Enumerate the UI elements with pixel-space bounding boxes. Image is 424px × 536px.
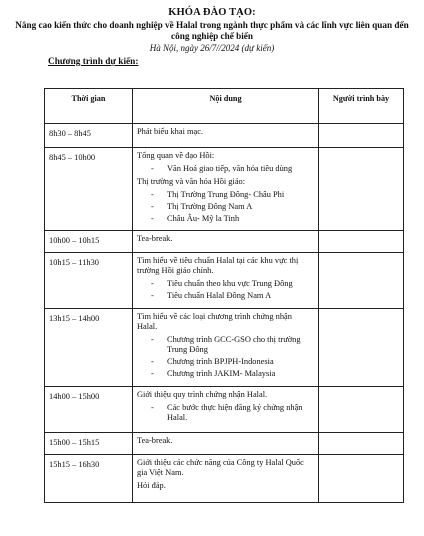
row-time: 10h15 – 11h30 (45, 253, 133, 309)
content-line: Tìm hiểu về tiêu chuẩn Halal tại các khu vực thị trường Hồi giáo chính. (137, 256, 299, 275)
bullet-item: - Chương trình GCC-GSO cho thị trường Trung Đông (137, 335, 314, 355)
date-line: Hà Nội, ngày 26/7//2024 (dự kiến) (149, 43, 275, 53)
bullet-item: - Châu Âu- Mỹ la Tinh (137, 214, 314, 224)
content-line: Tổng quan về đạo Hồi: (137, 151, 215, 160)
row-content (133, 433, 319, 455)
document-subtitle: Nâng cao kiến thức cho doanh nghiệp về Halal trong ngành thực phẩm và các lĩnh vực liên quan đến công nghiệp chế biến (15, 20, 409, 41)
row-content (133, 387, 319, 433)
table-row (45, 124, 404, 148)
table-row (45, 387, 404, 433)
row-time: 8h45 – 10h00 (45, 148, 133, 231)
row-presenter (319, 387, 404, 433)
row-time: 13h15 – 14h00 (45, 309, 133, 387)
table-row (45, 148, 404, 231)
bullet-item: - Chương trình JAKIM- Malaysia (137, 369, 314, 379)
table-row (45, 433, 404, 455)
row-time: 8h30 – 8h45 (45, 124, 133, 148)
table-header-row (45, 89, 404, 124)
content-line: Giới thiệu các chức năng của Công ty Halal Quốc gia Việt Nam. (137, 458, 304, 477)
bullet-item: - Thị Trường Đông Nam A (137, 202, 314, 212)
header-presenter: Người trình bày (319, 89, 404, 124)
row-time: 15h15 – 16h30 (45, 455, 133, 503)
table-row (45, 455, 404, 503)
bullet-item: - Thị Trường Trung Đông- Châu Phi (137, 190, 314, 200)
section-heading: Chương trình dự kiến: (48, 57, 139, 67)
header-content: Nội dung (133, 89, 319, 124)
content-line: Phát biểu khai mạc. (137, 127, 204, 136)
content-line: Tìm hiểu về các loại chương trình chứng nhận Halal. (137, 312, 292, 331)
row-presenter (319, 124, 404, 148)
row-presenter (319, 253, 404, 309)
bullet-list (137, 190, 314, 224)
bullet-item: - Các bước thực hiện đăng ký chứng nhận Halal. (137, 403, 314, 423)
bullet-list (137, 403, 314, 423)
row-presenter (319, 231, 404, 253)
row-content (133, 253, 319, 309)
content-line: Tea-break. (137, 436, 173, 445)
table-row (45, 231, 404, 253)
content-line: Giới thiệu quy trình chứng nhận Halal. (137, 390, 268, 399)
bullet-list (137, 335, 314, 379)
bullet-item: - Văn Hoá giao tiếp, văn hóa tiêu dùng (137, 164, 314, 174)
table-row (45, 309, 404, 387)
row-content (133, 148, 319, 231)
bullet-item: - Tiêu chuẩn theo khu vực Trung Đông (137, 279, 314, 289)
row-presenter (319, 433, 404, 455)
row-time: 10h00 – 10h15 (45, 231, 133, 253)
row-time: 15h00 – 15h15 (45, 433, 133, 455)
bullet-list (137, 279, 314, 301)
content-line: Hỏi đáp. (137, 481, 166, 490)
row-content (133, 124, 319, 148)
row-presenter (319, 148, 404, 231)
bullet-item: - Chương trình BPJPH-Indonesia (137, 357, 314, 367)
row-content (133, 231, 319, 253)
row-presenter (319, 455, 404, 503)
row-time: 14h00 – 15h00 (45, 387, 133, 433)
bullet-item: - Tiêu chuẩn Halal Đông Nam A (137, 291, 314, 301)
content-line: Thị trường và văn hóa Hồi giáo: (137, 177, 246, 186)
document-title: KHÓA ĐÀO TẠO: (168, 7, 256, 18)
row-presenter (319, 309, 404, 387)
row-content (133, 455, 319, 503)
row-content (133, 309, 319, 387)
content-line: Tea-break. (137, 234, 173, 243)
schedule-table (44, 88, 404, 503)
bullet-list (137, 164, 314, 174)
header-time: Thời gian (45, 89, 133, 124)
table-row (45, 253, 404, 309)
